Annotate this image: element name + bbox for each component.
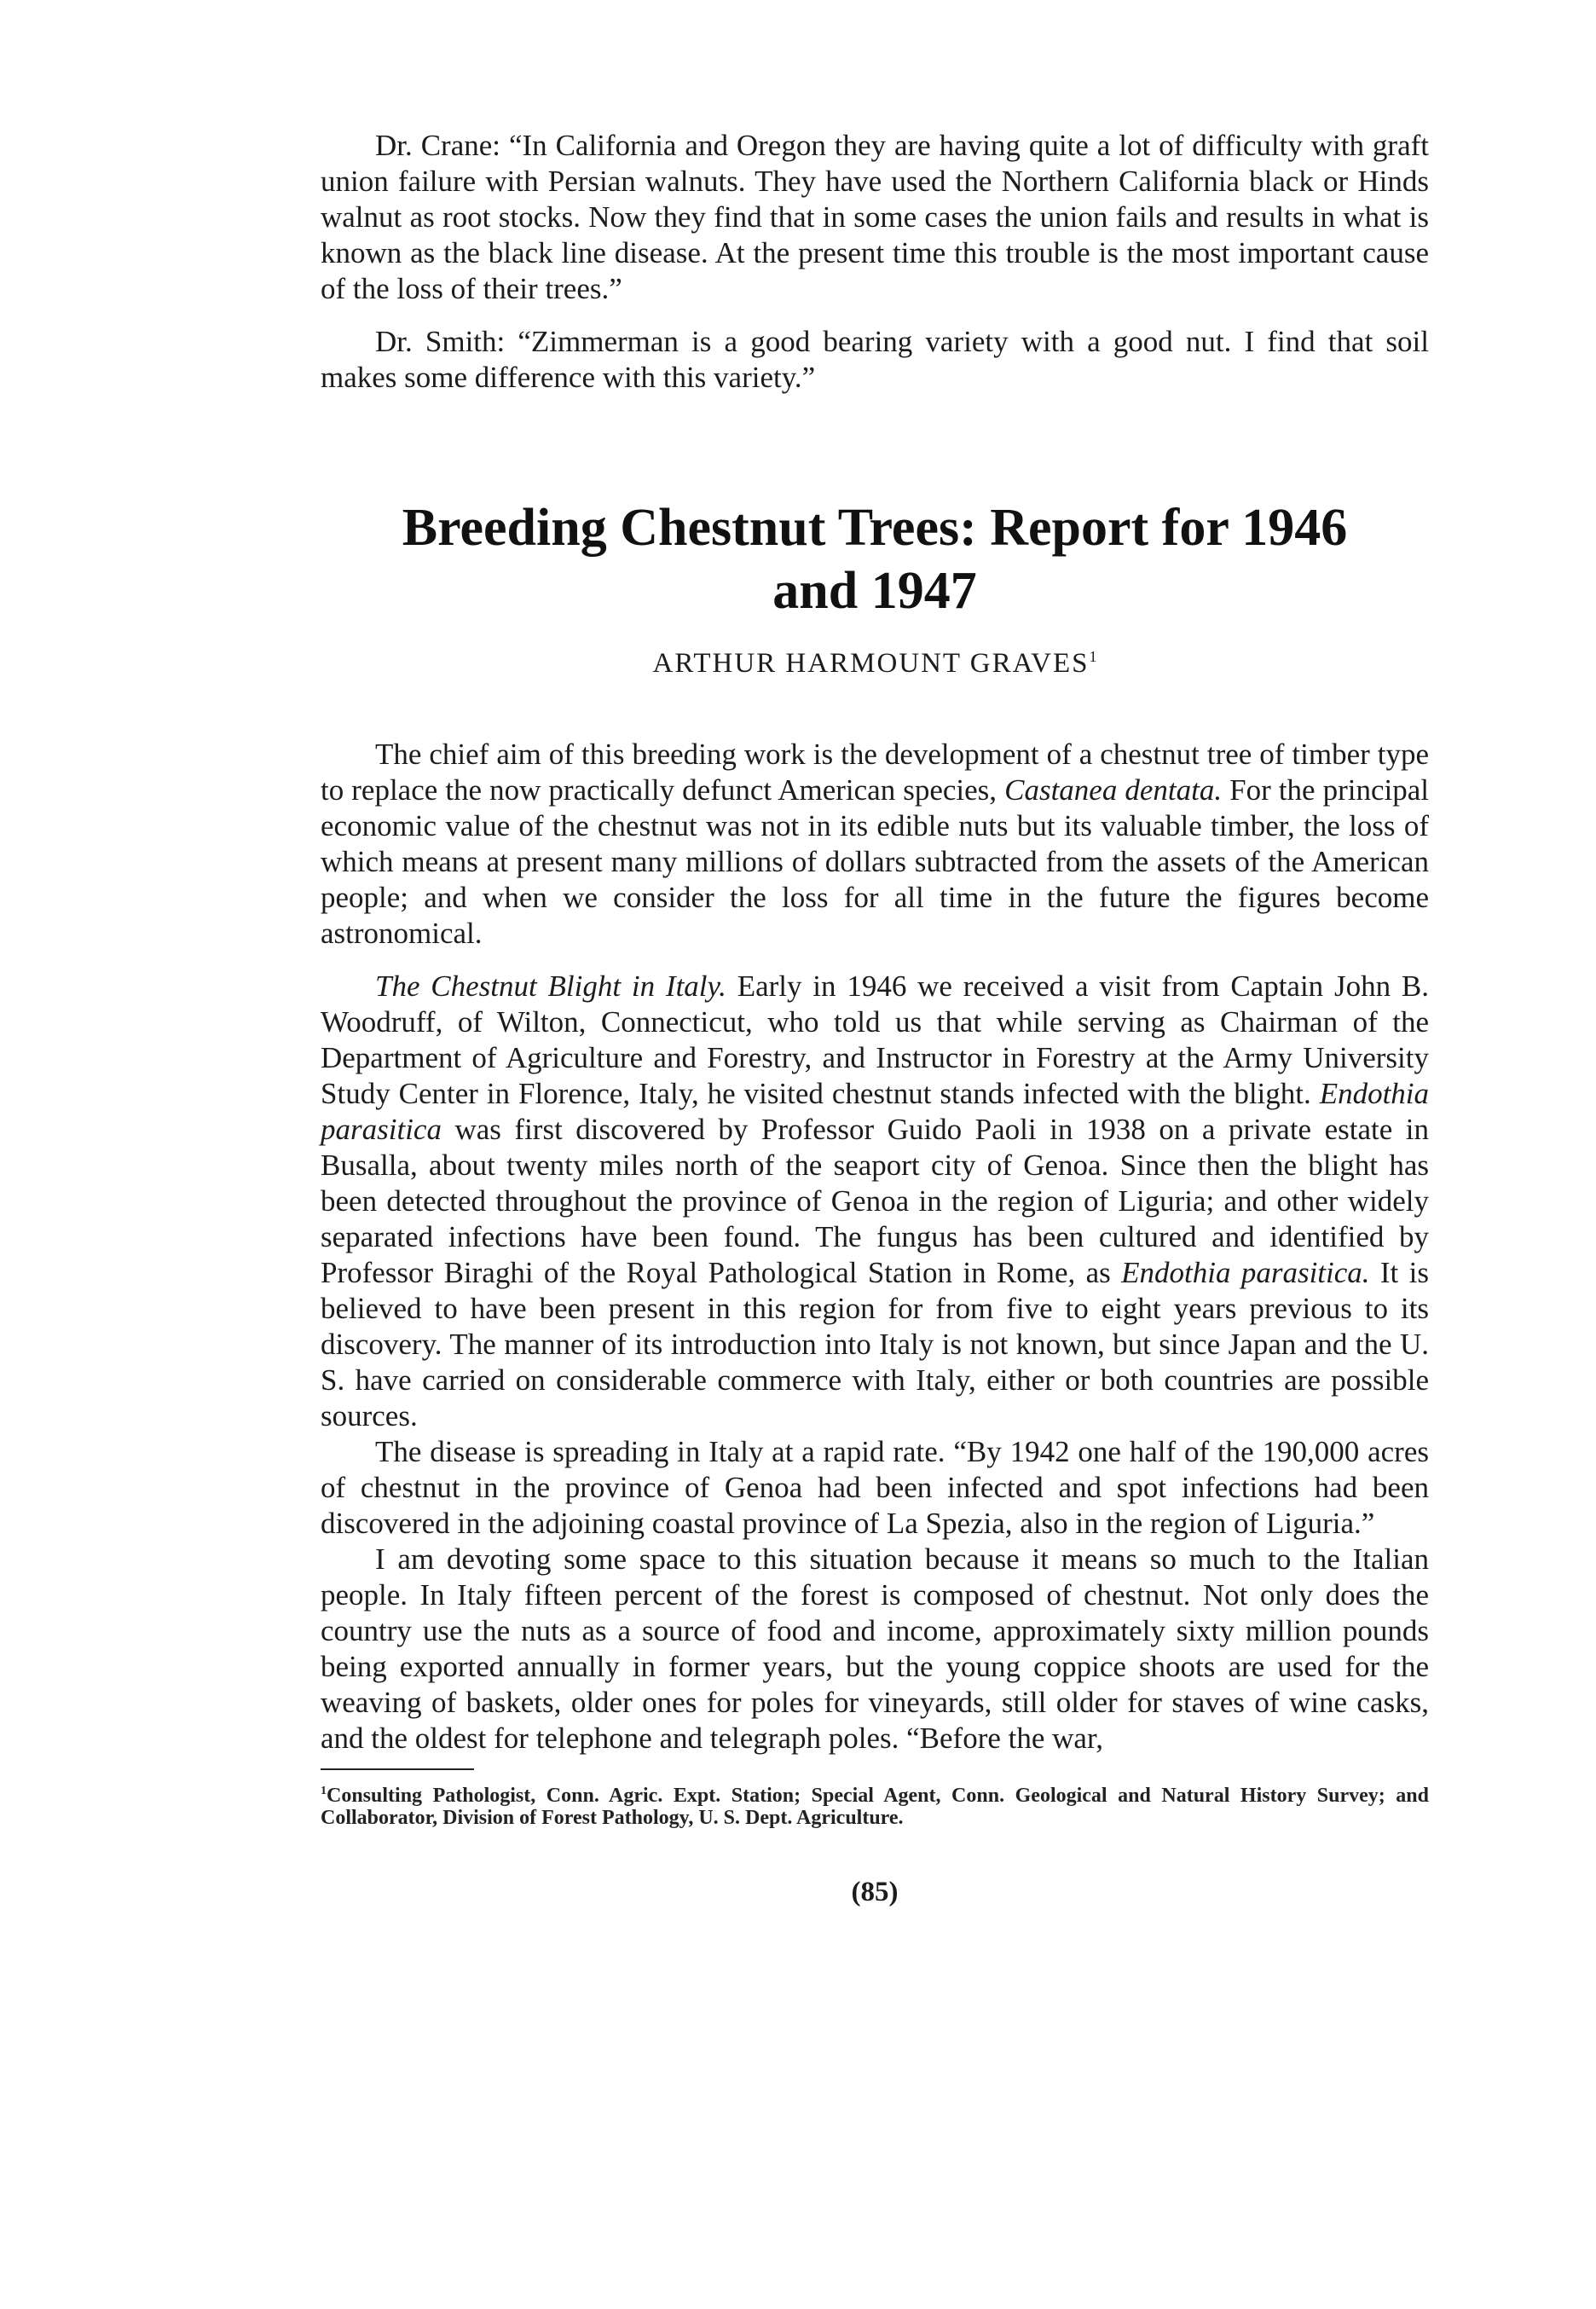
smith-paragraph (321, 324, 1429, 396)
article-title-line1: Breeding Chestnut Trees: Report for 1946 (402, 499, 1348, 557)
crane-quote: “In California and Oregon they are having quite a lot of difficulty with graft union failure with Persian walnuts. They have used the Northern California black or Hinds walnut as root stocks. Now they find that in some cases the union fails and results in what is known as the black line disease. At the present time this trouble is the most important cause of the loss of their trees.” (321, 129, 1430, 305)
fungus-name-2: Endothia parasitica. (1121, 1256, 1370, 1289)
species-name: Castanea dentata. (1004, 773, 1223, 807)
crane-paragraph (321, 128, 1429, 307)
paragraph-aim-text-2: For the principal economic value of the chestnut was not in its edible nuts but its valuable timber, the loss of which means at present many millions of dollars subtracted from the assets of the American people; and when we consider the loss for all time in the future the figures become astronomical. (321, 773, 1430, 950)
paragraph-spreading: The disease is spreading in Italy at a rapid rate. “By 1942 one half of the 190,000 acres of chestnut in the province of Genoa had been infected and spot infections had been discovered in the adjoining coastal province of La Spezia, also in the region of Liguria.” (321, 1435, 1429, 1540)
fungus-name-1: Endothia parasitica (321, 1077, 1430, 1146)
paragraph-aim-text: The chief aim of this breeding work is the development of a chestnut tree of timber type to replace the now practically defunct American species, (321, 738, 1429, 807)
paragraph-blight-text-1: Early in 1946 we received a visit from Captain John B. Woodruff, of Wilton, Connecticut, who told us that while serving as Chairman of the Department of Agriculture and Forestry, and Instructor in Forestry at the Army University Study Center in Florence, Italy, he visited chestnut stands infected with the blight. (321, 969, 1429, 1110)
author-name: ARTHUR HARMOUNT GRAVES (652, 648, 1090, 679)
footnote (321, 1780, 1429, 1829)
paragraph-blight-text-3: It is believed to have been present in this region for from five to eight years previous to its discovery. The manner of its introduction into Italy is not known, but since Japan and the U. S. have carried on considerable commerce with Italy, either or both countries are possible sources. (321, 1256, 1429, 1432)
paragraph-blight-italy (321, 969, 1429, 1434)
paragraph-blight-text-2: was first discovered by Professor Guido Paoli in 1938 on a private estate in Busalla, about twenty miles north of the seaport city of Genoa. Since then the blight has been detected throughout the province of Genoa in the region of Liguria; and other widely separated infections have been found. The fungus has been cultured and identified by Professor Biraghi of the Royal Pathological Station in Rome, as (321, 1113, 1429, 1289)
smith-quote: “Zimmerman is a good bearing variety with a good nut. I find that soil makes some difference with this variety.” (321, 325, 1429, 394)
page-number: (85) (851, 1877, 899, 1907)
footnote-text: Consulting Pathologist, Conn. Agric. Expt. Station; Special Agent, Conn. Geological and Natural History Survey; and Collaborator, Division of Forest Pathology, U. S. Dept. Agriculture. (321, 1785, 1429, 1829)
footnote-divider (321, 1768, 474, 1770)
crane-speaker: Dr. Crane: (375, 129, 500, 162)
article-title-line2: and 1947 (772, 562, 977, 620)
article-author (321, 639, 1429, 680)
article-title (321, 496, 1429, 622)
paragraph-aim (321, 737, 1429, 952)
section-heading: The Chestnut Blight in Italy. (375, 969, 726, 1003)
paragraph-devoting: I am devoting some space to this situation because it means so much to the Italian people. In Italy fifteen percent of the forest is composed of chestnut. Not only does the country use the nuts as a source of food and income, approximately sixty million pounds being exported annually in former years, but the young coppice shoots are used for the weaving of baskets, older ones for poles for vineyards, still older for staves of wine casks, and the oldest for telephone and telegraph poles. “Before the war, (321, 1542, 1429, 1755)
page-body (321, 128, 1429, 1908)
footnote-marker: 1 (321, 1785, 327, 1797)
smith-speaker: Dr. Smith: (375, 325, 506, 358)
author-footnote-marker: 1 (1089, 648, 1097, 665)
